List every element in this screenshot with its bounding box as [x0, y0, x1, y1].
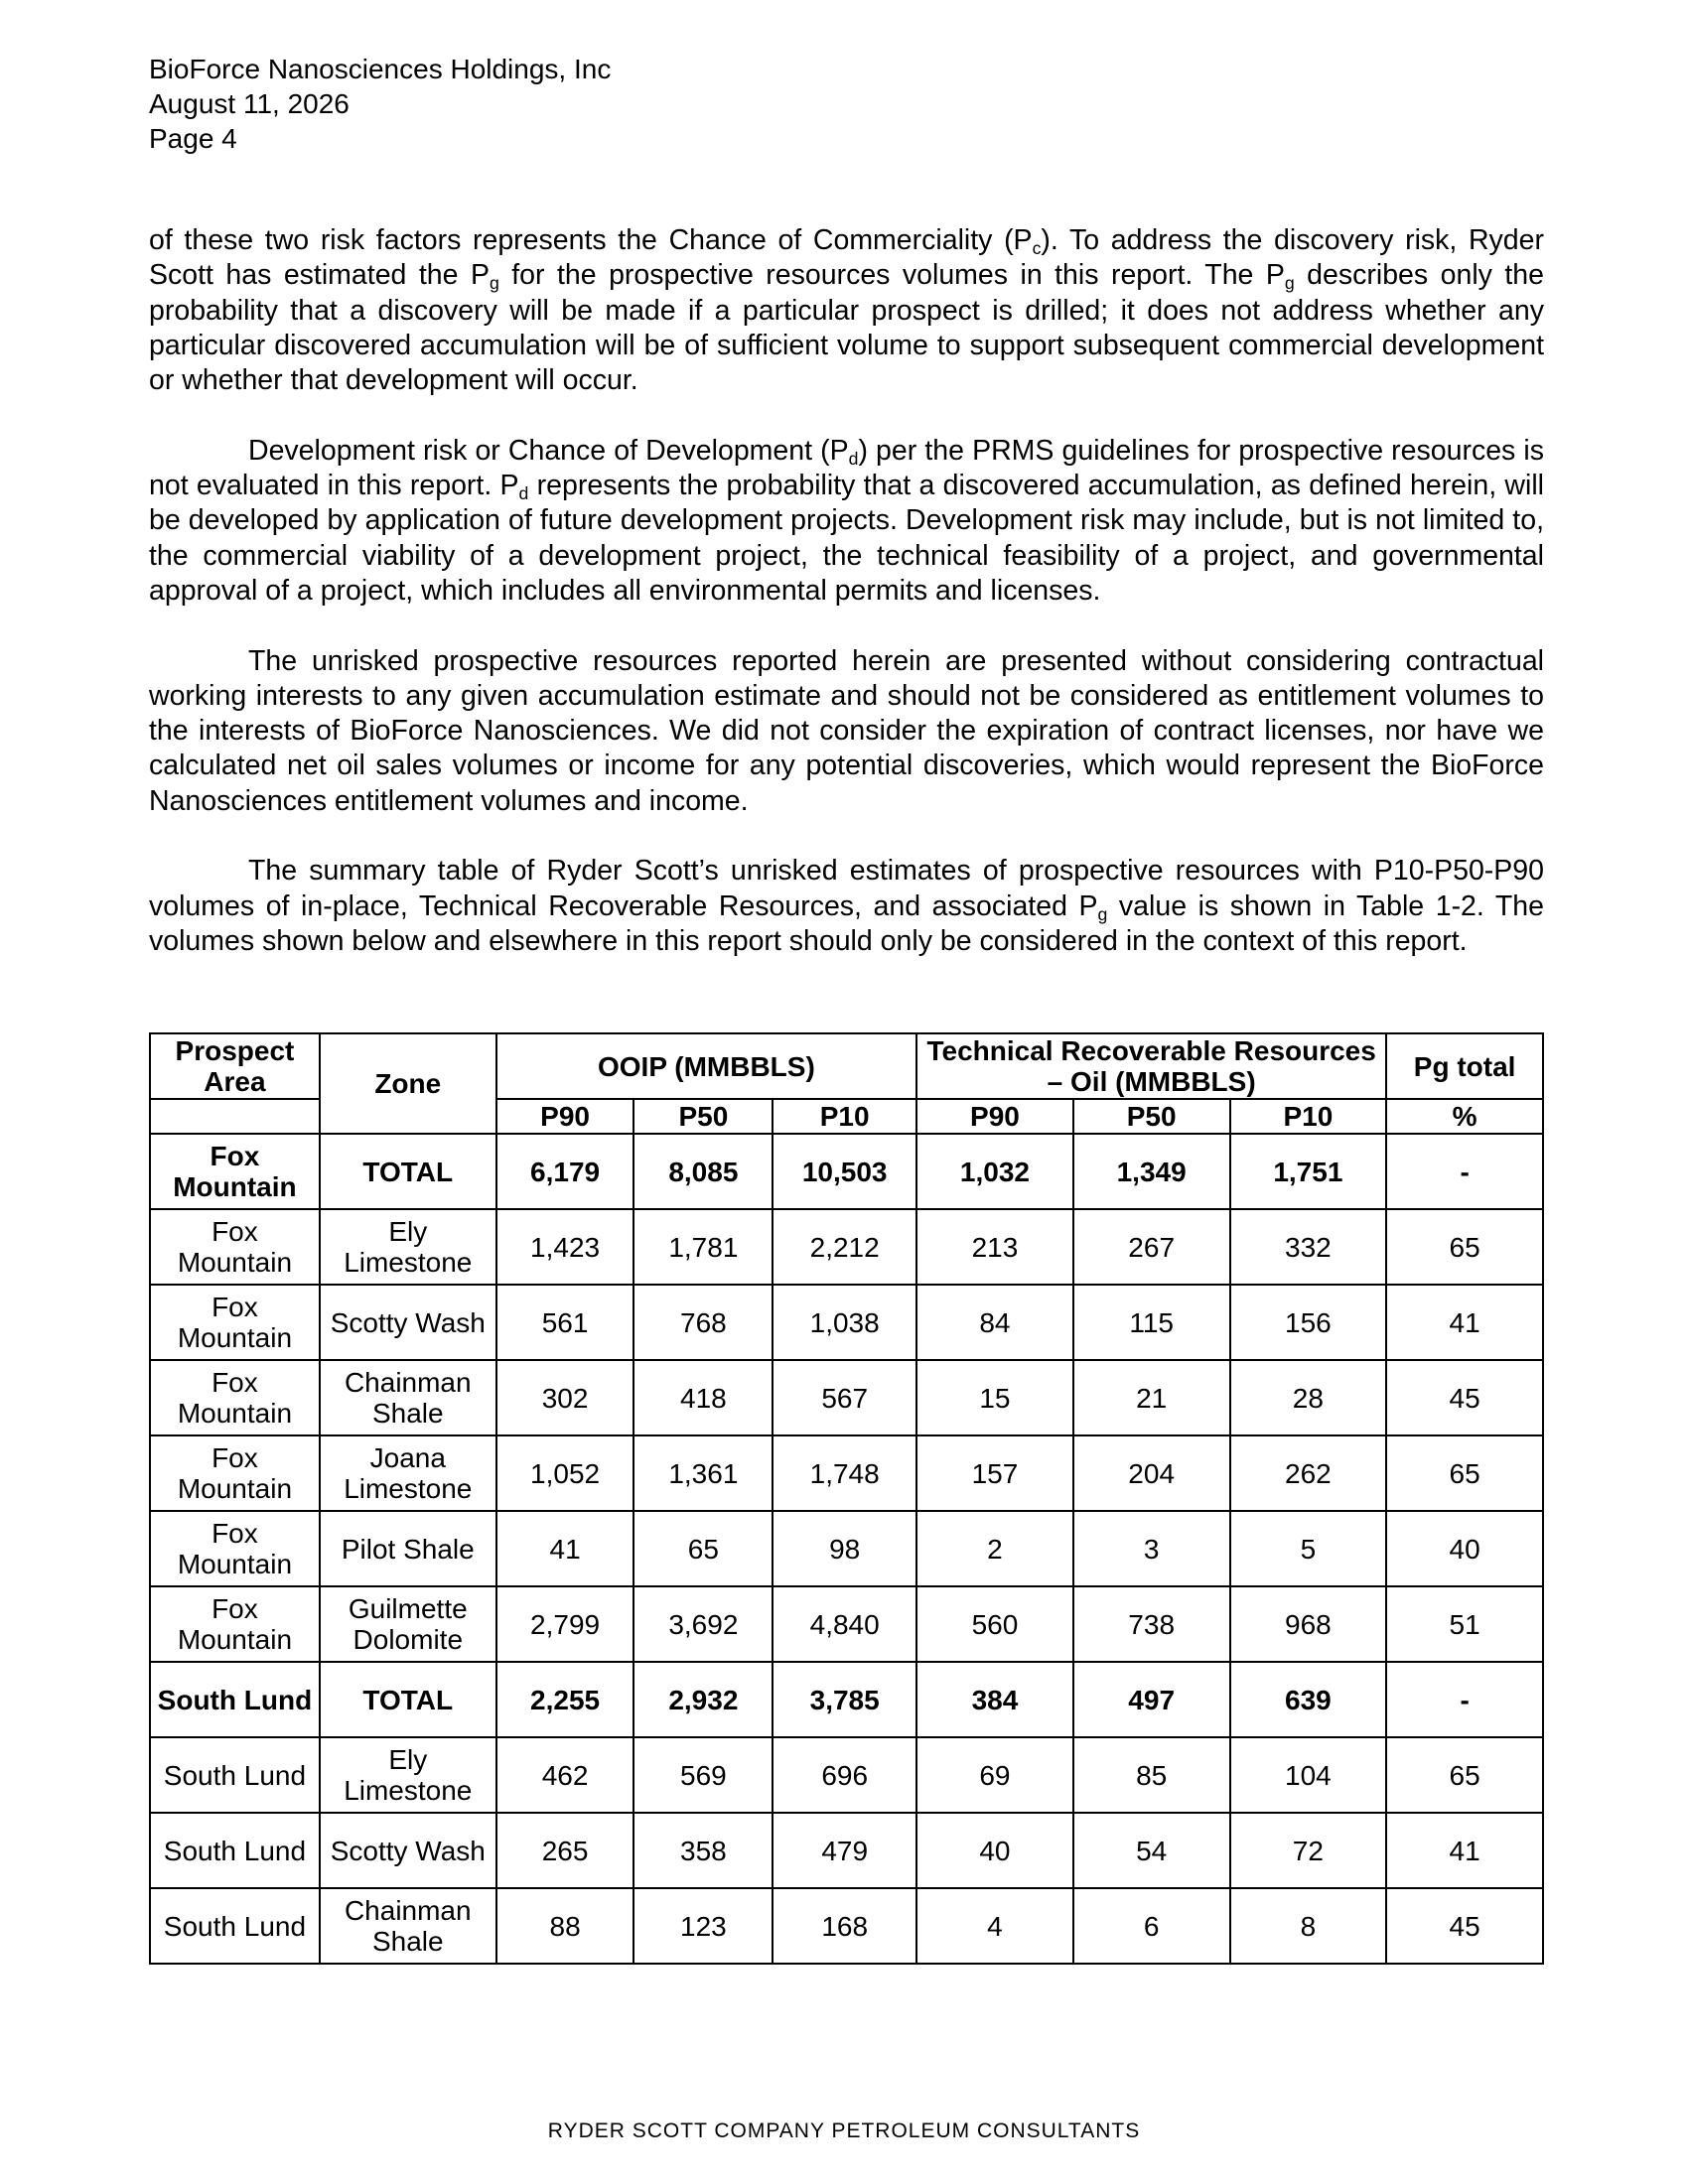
cell-ooip-p10: 696: [773, 1737, 916, 1813]
cell-ooip-p90: 2,255: [496, 1662, 634, 1737]
cell-zone: Guilmette Dolomite: [320, 1586, 496, 1662]
cell-ooip-p10: 567: [773, 1360, 916, 1435]
cell-trr-p50: 85: [1073, 1737, 1230, 1813]
cell-area: South Lund: [150, 1888, 320, 1964]
cell-pg: 65: [1386, 1435, 1543, 1511]
table-row: [150, 1813, 1543, 1888]
cell-ooip-p50: 418: [633, 1360, 773, 1435]
cell-trr-p10: 8: [1230, 1888, 1387, 1964]
table-row: [150, 1134, 1543, 1209]
cell-trr-p50: 115: [1073, 1285, 1230, 1360]
cell-ooip-p50: 358: [633, 1813, 773, 1888]
cell-ooip-p90: 41: [496, 1511, 634, 1586]
cell-trr-p90: 69: [916, 1737, 1073, 1813]
cell-pg: 51: [1386, 1586, 1543, 1662]
cell-trr-p90: 384: [916, 1662, 1073, 1737]
cell-zone: Chainman Shale: [320, 1360, 496, 1435]
cell-trr-p50: 738: [1073, 1586, 1230, 1662]
cell-area: South Lund: [150, 1662, 320, 1737]
cell-trr-p90: 84: [916, 1285, 1073, 1360]
cell-ooip-p10: 2,212: [773, 1209, 916, 1285]
cell-trr-p10: 262: [1230, 1435, 1387, 1511]
cell-ooip-p10: 1,748: [773, 1435, 916, 1511]
cell-pg: -: [1386, 1662, 1543, 1737]
cell-trr-p50: 204: [1073, 1435, 1230, 1511]
table-row: [150, 1209, 1543, 1285]
cell-zone: Pilot Shale: [320, 1511, 496, 1586]
cell-ooip-p90: 265: [496, 1813, 634, 1888]
table-row: [150, 1662, 1543, 1737]
cell-ooip-p10: 479: [773, 1813, 916, 1888]
cell-zone: Ely Limestone: [320, 1737, 496, 1813]
cell-ooip-p50: 569: [633, 1737, 773, 1813]
header-ooip-p90: P90: [496, 1099, 634, 1134]
cell-ooip-p90: 1,052: [496, 1435, 634, 1511]
table-row: [150, 1586, 1543, 1662]
cell-trr-p90: 40: [916, 1813, 1073, 1888]
table-row: [150, 1737, 1543, 1813]
table-row: [150, 1285, 1543, 1360]
header-trr-p90: P90: [916, 1099, 1073, 1134]
cell-ooip-p50: 8,085: [633, 1134, 773, 1209]
cell-trr-p10: 72: [1230, 1813, 1387, 1888]
cell-trr-p50: 21: [1073, 1360, 1230, 1435]
cell-ooip-p90: 2,799: [496, 1586, 634, 1662]
cell-area: Fox Mountain: [150, 1134, 320, 1209]
cell-ooip-p50: 2,932: [633, 1662, 773, 1737]
header-blank: [150, 1099, 320, 1134]
header-trr-p50: P50: [1073, 1099, 1230, 1134]
page-number: Page 4: [149, 123, 237, 154]
cell-trr-p90: 157: [916, 1435, 1073, 1511]
cell-trr-p10: 28: [1230, 1360, 1387, 1435]
cell-zone: Joana Limestone: [320, 1435, 496, 1511]
cell-trr-p50: 54: [1073, 1813, 1230, 1888]
cell-area: South Lund: [150, 1813, 320, 1888]
cell-trr-p50: 497: [1073, 1662, 1230, 1737]
letter-header: [149, 52, 611, 156]
header-zone: Zone: [320, 1033, 496, 1134]
header-prospect-area: Prospect Area: [150, 1033, 320, 1099]
cell-trr-p90: 560: [916, 1586, 1073, 1662]
cell-ooip-p10: 1,038: [773, 1285, 916, 1360]
cell-zone: Chainman Shale: [320, 1888, 496, 1964]
cell-area: Fox Mountain: [150, 1435, 320, 1511]
paragraph-summary-table: The summary table of Ryder Scott’s unrisked estimates of prospective resources with P10-P50-P90 volumes of in-place, Technical Recoverable Resources, and associated $P_g$ value is shown in Table 1-2. The volumes shown below and elsewhere in this report should only be considered in the context of this report.: [149, 855, 1544, 957]
cell-trr-p10: 156: [1230, 1285, 1387, 1360]
paragraph-unrisked-resources: The unrisked prospective resources reported herein are presented without considering contractual working interests to any given accumulation estimate and should not be considered as entitlement volumes to the interests of BioForce Nanosciences. We did not consider the expiration of contract licenses, nor have we calculated net oil sales volumes or income for any potential discoveries, which would represent the BioForce Nanosciences entitlement volumes and income.: [149, 644, 1544, 817]
cell-ooip-p90: 302: [496, 1360, 634, 1435]
cell-area: Fox Mountain: [150, 1511, 320, 1586]
cell-ooip-p50: 1,361: [633, 1435, 773, 1511]
cell-area: South Lund: [150, 1737, 320, 1813]
cell-trr-p90: 2: [916, 1511, 1073, 1586]
cell-area: Fox Mountain: [150, 1586, 320, 1662]
letter-body: [149, 223, 1544, 995]
cell-zone: Ely Limestone: [320, 1209, 496, 1285]
cell-ooip-p90: 1,423: [496, 1209, 634, 1285]
footer-firm-name: RYDER SCOTT COMPANY PETROLEUM CONSULTANTS: [547, 2119, 1141, 2142]
cell-area: Fox Mountain: [150, 1209, 320, 1285]
cell-pg: 45: [1386, 1888, 1543, 1964]
cell-ooip-p10: 98: [773, 1511, 916, 1586]
cell-pg: 45: [1386, 1360, 1543, 1435]
cell-pg: -: [1386, 1134, 1543, 1209]
table-row: [150, 1435, 1543, 1511]
cell-trr-p10: 1,751: [1230, 1134, 1387, 1209]
header-ooip-p50: P50: [633, 1099, 773, 1134]
table-row: [150, 1360, 1543, 1435]
cell-trr-p10: 332: [1230, 1209, 1387, 1285]
cell-trr-p10: 639: [1230, 1662, 1387, 1737]
header-pg-total: Pg total: [1386, 1033, 1543, 1099]
cell-trr-p90: 1,032: [916, 1134, 1073, 1209]
cell-trr-p10: 5: [1230, 1511, 1387, 1586]
cell-pg: 41: [1386, 1813, 1543, 1888]
cell-pg: 65: [1386, 1737, 1543, 1813]
company-name: BioForce Nanosciences Holdings, Inc: [149, 54, 612, 84]
paragraph-development-risk: Development risk or Chance of Development $(P_d)$ per the PRMS guidelines for prospective resources is not evaluated in this report. $P_d$ represents the probability that a discovered accumulation, as defined herein, will be developed by application of future development projects. Development risk may include, but is not limited to, the commercial viability of a development project, the technical feasibility of a project, and governmental approval of a project, which includes all environmental permits and licenses.: [149, 434, 1544, 607]
header-trr-p10: P10: [1230, 1099, 1387, 1134]
cell-pg: 40: [1386, 1511, 1543, 1586]
cell-trr-p90: 4: [916, 1888, 1073, 1964]
cell-trr-p90: 15: [916, 1360, 1073, 1435]
cell-ooip-p90: 6,179: [496, 1134, 634, 1209]
cell-trr-p50: 1,349: [1073, 1134, 1230, 1209]
table-row: [150, 1888, 1543, 1964]
cell-zone: TOTAL: [320, 1134, 496, 1209]
cell-ooip-p90: 561: [496, 1285, 634, 1360]
header-ooip-p10: P10: [773, 1099, 916, 1134]
cell-area: Fox Mountain: [150, 1285, 320, 1360]
cell-trr-p10: 968: [1230, 1586, 1387, 1662]
cell-trr-p50: 6: [1073, 1888, 1230, 1964]
cell-ooip-p50: 768: [633, 1285, 773, 1360]
cell-ooip-p10: 10,503: [773, 1134, 916, 1209]
letter-date: August 11, 2026: [149, 88, 350, 119]
cell-ooip-p50: 3,692: [633, 1586, 773, 1662]
prospective-resources-table: [149, 1032, 1544, 1965]
cell-ooip-p10: 4,840: [773, 1586, 916, 1662]
cell-zone: TOTAL: [320, 1662, 496, 1737]
cell-ooip-p90: 462: [496, 1737, 634, 1813]
header-ooip: OOIP (MMBBLS): [496, 1033, 916, 1099]
cell-zone: Scotty Wash: [320, 1813, 496, 1888]
paragraph-commerciality: of these two risk factors represents the Chance of Commerciality $(P_c)$. To address the discovery risk, Ryder Scott has estimated the $P_g$ for the prospective resources volumes in this report. The $P_g$ describes only the probability that a discovery will be made if a particular prospect is drilled; it does not address whether any particular discovered accumulation will be of sufficient volume to support subsequent commercial development or whether that development will occur.: [149, 224, 1544, 397]
cell-ooip-p50: 1,781: [633, 1209, 773, 1285]
cell-ooip-p10: 168: [773, 1888, 916, 1964]
cell-trr-p10: 104: [1230, 1737, 1387, 1813]
cell-ooip-p90: 88: [496, 1888, 634, 1964]
header-pct: %: [1386, 1099, 1543, 1134]
table-row: [150, 1511, 1543, 1586]
cell-pg: 65: [1386, 1209, 1543, 1285]
cell-trr-p90: 213: [916, 1209, 1073, 1285]
cell-trr-p50: 267: [1073, 1209, 1230, 1285]
cell-zone: Scotty Wash: [320, 1285, 496, 1360]
cell-ooip-p10: 3,785: [773, 1662, 916, 1737]
cell-pg: 41: [1386, 1285, 1543, 1360]
cell-area: Fox Mountain: [150, 1360, 320, 1435]
cell-ooip-p50: 123: [633, 1888, 773, 1964]
cell-trr-p50: 3: [1073, 1511, 1230, 1586]
cell-ooip-p50: 65: [633, 1511, 773, 1586]
header-trr: Technical Recoverable Resources – Oil (MMBBLS): [916, 1033, 1386, 1099]
